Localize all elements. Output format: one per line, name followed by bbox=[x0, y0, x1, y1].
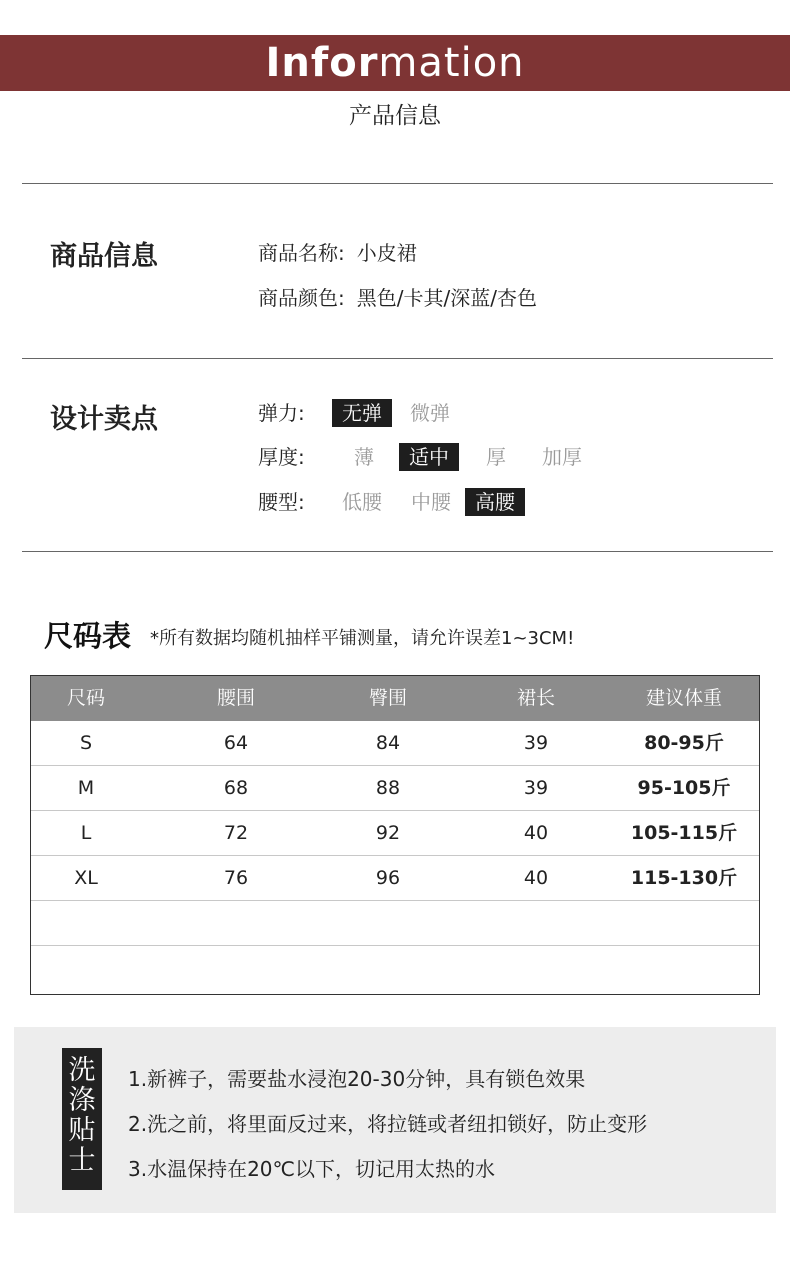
wash-label-char: 涤 bbox=[68, 1085, 96, 1116]
divider bbox=[22, 551, 773, 552]
cell-hip: 92 bbox=[375, 822, 401, 844]
cell-waist: 76 bbox=[223, 867, 249, 889]
cell-waist: 64 bbox=[223, 732, 249, 754]
thickness-option-medium: 适中 bbox=[399, 443, 459, 471]
product-name-line bbox=[258, 237, 417, 266]
divider bbox=[22, 358, 773, 359]
banner-title-bold: Infor bbox=[265, 40, 379, 86]
size-table-header bbox=[31, 676, 759, 721]
header-hip: 臀围 bbox=[368, 687, 408, 709]
elasticity-label: 弹力: bbox=[258, 401, 305, 425]
cell-length: 40 bbox=[523, 867, 549, 889]
wash-label-char: 士 bbox=[68, 1145, 96, 1176]
wash-tips-panel bbox=[14, 1027, 776, 1213]
cell-size: L bbox=[80, 822, 92, 844]
product-color-value: 黑色/卡其/深蓝/杏色 bbox=[356, 286, 537, 310]
cell-weight: 115-130斤 bbox=[630, 867, 738, 889]
thickness-option-thick: 厚 bbox=[486, 445, 506, 469]
cell-size: XL bbox=[74, 867, 98, 889]
cell-weight: 80-95斤 bbox=[644, 732, 724, 754]
table-row bbox=[31, 856, 759, 901]
waist-option-low: 低腰 bbox=[342, 490, 382, 514]
table-row bbox=[31, 901, 759, 946]
cell-waist: 72 bbox=[223, 822, 249, 844]
header-waist: 腰围 bbox=[216, 687, 256, 709]
cell-hip: 96 bbox=[375, 867, 401, 889]
waist-label: 腰型: bbox=[258, 490, 305, 514]
divider bbox=[22, 183, 773, 184]
elasticity-option-none: 无弹 bbox=[332, 399, 392, 427]
cell-size: M bbox=[77, 777, 95, 799]
cell-size: S bbox=[79, 732, 93, 754]
banner-title-light: mation bbox=[378, 40, 525, 86]
cell-hip: 84 bbox=[375, 732, 401, 754]
cell-waist: 68 bbox=[223, 777, 249, 799]
design-title: 设计卖点 bbox=[50, 404, 158, 435]
page-subtitle: 产品信息 bbox=[349, 103, 441, 129]
waist-row bbox=[258, 488, 538, 516]
wash-tip-3: 3.水温保持在20℃以下，切记用太热的水 bbox=[128, 1157, 495, 1181]
cell-weight: 105-115斤 bbox=[630, 822, 738, 844]
cell-length: 39 bbox=[523, 777, 549, 799]
header-skirt-length: 裙长 bbox=[516, 687, 556, 709]
cell-hip: 88 bbox=[375, 777, 401, 799]
thickness-label: 厚度: bbox=[258, 445, 305, 469]
product-name-label: 商品名称: bbox=[258, 241, 345, 265]
table-row bbox=[31, 721, 759, 766]
product-color-label: 商品颜色: bbox=[258, 286, 345, 310]
size-table bbox=[30, 675, 760, 995]
table-row bbox=[31, 766, 759, 811]
wash-tip-2: 2.洗之前，将里面反过来，将拉链或者纽扣锁好，防止变形 bbox=[128, 1112, 648, 1136]
cell-length: 40 bbox=[523, 822, 549, 844]
header-size: 尺码 bbox=[66, 687, 106, 709]
wash-label-char: 洗 bbox=[68, 1055, 96, 1086]
elasticity-option-slight: 微弹 bbox=[410, 401, 450, 425]
wash-label-char: 贴 bbox=[68, 1115, 96, 1146]
thickness-row bbox=[258, 443, 598, 471]
wash-tips-label bbox=[62, 1048, 102, 1190]
waist-option-high: 高腰 bbox=[465, 488, 525, 516]
elasticity-row bbox=[258, 399, 478, 427]
thickness-option-extra-thick: 加厚 bbox=[542, 445, 582, 469]
wash-tip-1: 1.新裤子，需要盐水浸泡20-30分钟，具有锁色效果 bbox=[128, 1067, 586, 1091]
header-weight: 建议体重 bbox=[645, 687, 723, 709]
product-name-value: 小皮裙 bbox=[356, 241, 417, 265]
size-chart-note: *所有数据均随机抽样平铺测量，请允许误差1~3CM! bbox=[150, 628, 575, 649]
thickness-option-thin: 薄 bbox=[354, 445, 374, 469]
product-color-line bbox=[258, 282, 537, 311]
waist-option-mid: 中腰 bbox=[411, 490, 451, 514]
product-info-title: 商品信息 bbox=[50, 241, 158, 272]
header-banner bbox=[0, 35, 790, 91]
table-row bbox=[31, 946, 759, 991]
banner-title bbox=[265, 40, 524, 86]
cell-weight: 95-105斤 bbox=[637, 777, 731, 799]
table-row bbox=[31, 811, 759, 856]
size-chart-title: 尺码表 bbox=[44, 619, 132, 653]
cell-length: 39 bbox=[523, 732, 549, 754]
